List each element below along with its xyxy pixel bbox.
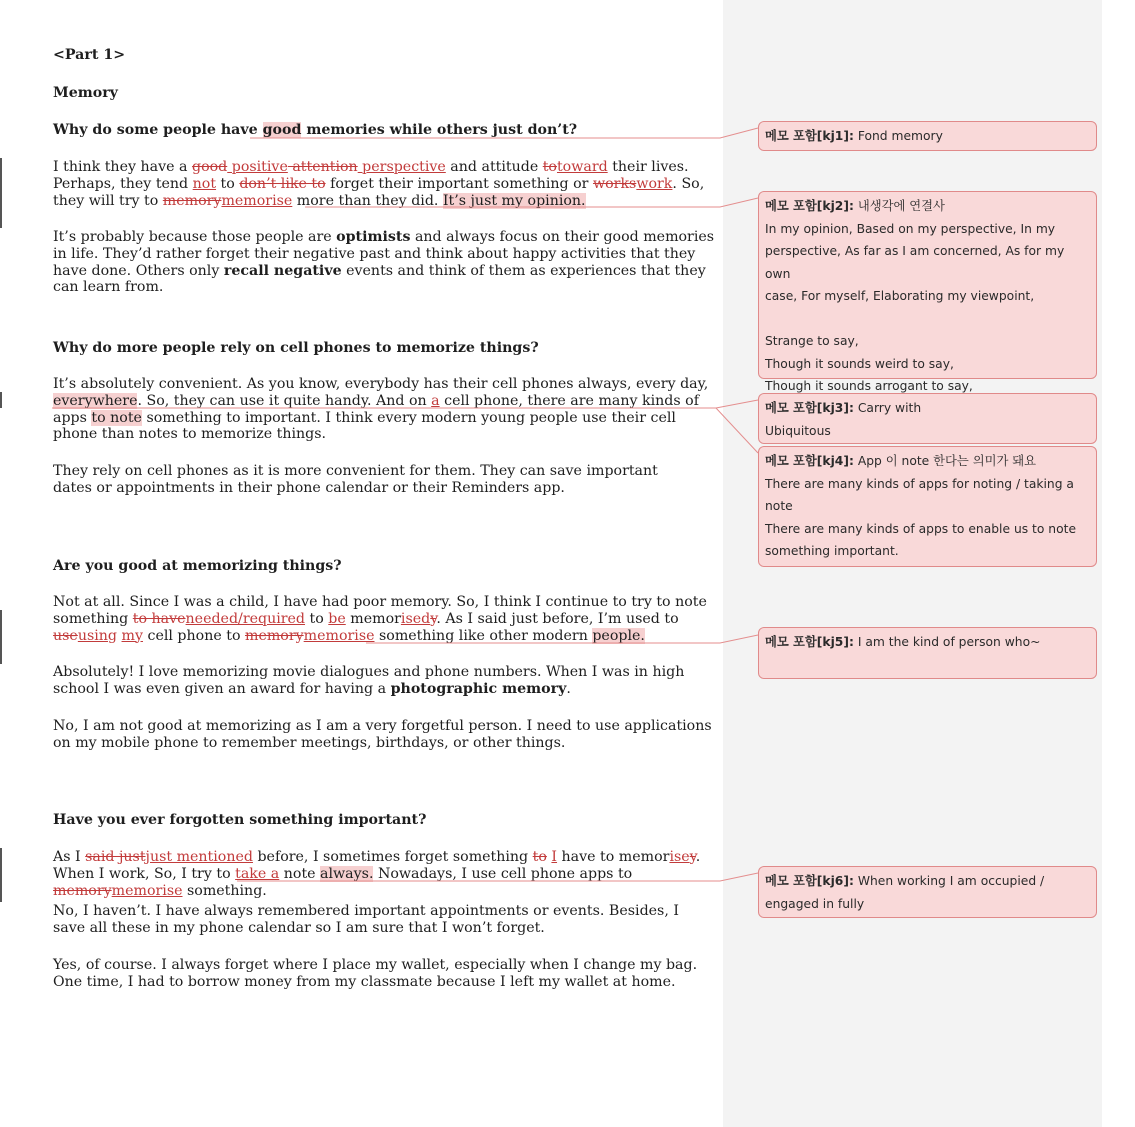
comment-author-tag: 메모 포함[kj2]: [765, 199, 854, 213]
answer-1-1: I think they have a good positive attention perspective and attitude totoward their lives. Perhaps, they tend not to don’t like to forget their important something or workswork. So, they will try to memorymemorise more than they did. It’s just my opinion. [53, 159, 705, 209]
change-bar [0, 610, 2, 664]
change-bar [0, 392, 2, 408]
comment-anchor-kj3: everywhere [53, 392, 138, 409]
comment-text [765, 308, 1090, 330]
comment-kj2[interactable] [758, 191, 1097, 394]
section-heading: Memory [53, 85, 118, 101]
comment-text: I am the kind of person who~ [857, 635, 1041, 649]
comment-text: case, For myself, Elaborating my viewpoint, [765, 289, 1035, 304]
comment-author-tag: 메모 포함[kj1]: [765, 129, 854, 143]
comment-anchor-kj4: to note [91, 409, 142, 426]
comment-text: Carry with [857, 401, 922, 415]
comment-text: engaged in fully [765, 896, 865, 911]
part-heading: <Part 1> [53, 47, 126, 63]
comment-text: perspective, As far as I am concerned, As for my own [765, 244, 1065, 281]
answer-4-3: Yes, of course. I always forget where I place my wallet, especially when I change my bag. One time, I had to borrow money from my classmate because I left my wallet at home. [53, 957, 698, 990]
question-3: Are you good at memorizing things? [53, 558, 342, 574]
answer-4-2: No, I haven’t. I have always remembered important appointments or events. Besides, I save all these in my phone calendar so I am sure that I won’t forget. [53, 903, 679, 936]
comment-author-tag: 메모 포함[kj6]: [765, 874, 854, 888]
comment-text: Though it sounds weird to say, [765, 356, 954, 371]
comment-kj5[interactable] [758, 627, 1097, 679]
comment-author-tag: 메모 포함[kj3]: [765, 401, 854, 415]
comment-text: There are many kinds of apps to enable us to note [765, 521, 1077, 536]
comment-text: something important. [765, 544, 899, 559]
comment-text: Ubiquitous [765, 423, 831, 438]
question-1: Why do some people have good memories while others just don’t? [53, 122, 578, 138]
answer-3-1: Not at all. Since I was a child, I have had poor memory. So, I think I continue to try to note something to haveneeded/required to be memorisedy. As I said just before, I’m used to useusing my cell phone to memorymemorise something like other modern people. [53, 594, 707, 644]
comment-text: Strange to say, [765, 333, 859, 348]
comment-author-tag: 메모 포함[kj4]: [765, 454, 854, 468]
answer-2-1: It’s absolutely convenient. As you know, everybody has their cell phones always, every day, everywhere. So, they can use it quite handy. And on a cell phone, there are many kinds of apps to note something to important. I think every modern young people use their cell phone than notes to memorize things. [53, 376, 709, 443]
comment-text: App 이 note 한다는 의미가 돼요 [857, 454, 1037, 468]
comment-kj1[interactable] [758, 121, 1097, 151]
right-edge [1102, 0, 1135, 1127]
comment-text: In my opinion, Based on my perspective, In my [765, 221, 1056, 236]
comment-author-tag: 메모 포함[kj5]: [765, 635, 854, 649]
comment-text: There are many kinds of apps for noting / taking a [765, 476, 1074, 491]
comment-kj6[interactable] [758, 866, 1097, 918]
change-bar [0, 848, 2, 902]
comment-kj4[interactable] [758, 446, 1097, 567]
answer-3-2: Absolutely! I love memorizing movie dialogues and phone numbers. When I was in high school I was even given an award for having a photographic memory. [53, 664, 685, 697]
answer-1-2: It’s probably because those people are optimists and always focus on their good memories in life. They’d rather forget their negative past and think about happy activities that they have done. Others only recall negative events and think of them as experiences that they can learn from. [53, 229, 715, 296]
comment-text: Fond memory [857, 129, 943, 143]
answer-2-2: They rely on cell phones as it is more convenient for them. They can save important dates or appointments in their phone calendar or their Reminders app. [53, 463, 658, 496]
question-4: Have you ever forgotten something important? [53, 812, 427, 828]
answer-4-1: As I said justjust mentioned before, I sometimes forget something to I have to memorisey. When I work, So, I try to take a note always. Nowadays, I use cell phone apps to memorymemorise something. [53, 849, 701, 899]
comment-kj3[interactable] [758, 393, 1097, 444]
comment-text: note [765, 499, 793, 514]
comment-text: When working I am occupied / [857, 874, 1045, 888]
comment-text: 내생각에 연결사 [857, 199, 945, 213]
answer-3-3: No, I am not good at memorizing as I am a very forgetful person. I need to use applications on my mobile phone to remember meetings, birthdays, or other things. [53, 718, 712, 751]
comment-anchor-kj6: always. [320, 865, 374, 882]
question-2: Why do more people rely on cell phones to memorize things? [53, 340, 539, 356]
comment-anchor-kj2: It’s just my opinion. [442, 192, 586, 209]
change-bar [0, 158, 2, 228]
comment-text: Though it sounds arrogant to say, [765, 379, 973, 394]
comment-anchor-kj5: people. [592, 627, 645, 644]
comment-anchor-kj1: good [262, 122, 302, 138]
